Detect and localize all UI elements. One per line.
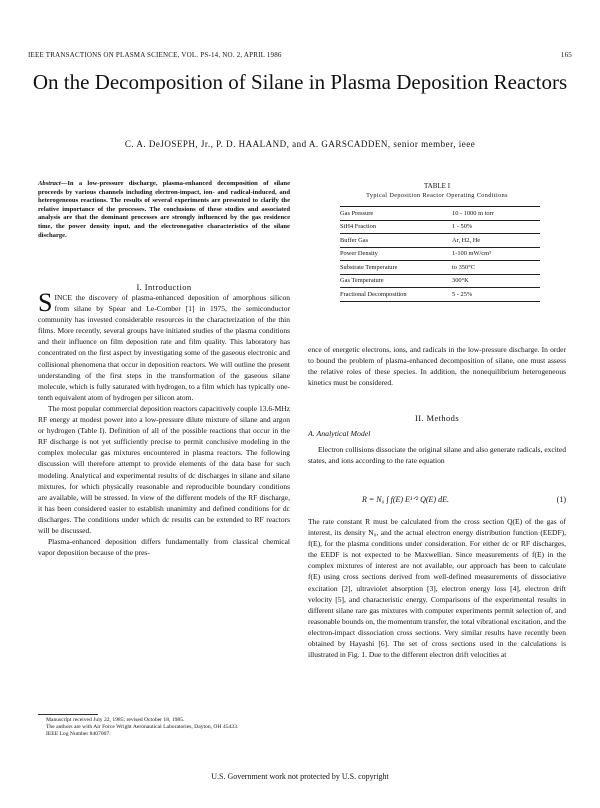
table-row bbox=[340, 261, 540, 274]
copyright-footer: U.S. Government work not protected by U.S. copyright bbox=[211, 772, 389, 781]
paper-title: On the Decomposition of Silane in Plasma Deposition Reactors bbox=[32, 70, 568, 94]
abstract-text: In a low-pressure discharge, plasma-enhanced decomposition of silane proceeds by various channels including electron-impact, ion- and radical-induced, and heterogeneous reactions. The results of several experiments are presented to clarify the relative importance of the processes. The conclusions of these studies and associated analysis are that the dominant processes are strongly influenced by the gas residence time, the power density input, and the electronegative characteristics of the silane discharge. bbox=[38, 180, 290, 239]
continued-paragraph: ence of energetic electrons, ions, and radicals in the low-pressure discharge. In order to bound the problem of plasma-enhanced decomposition of silane, one must assess the relative roles of these species. In addition, the nonequilibrium heterogeneous kinetics must be considered. bbox=[308, 345, 566, 388]
table-value: to 350°C bbox=[452, 263, 475, 271]
operating-conditions-table bbox=[340, 206, 540, 302]
methods-intro bbox=[308, 444, 566, 466]
left-column bbox=[38, 288, 290, 558]
author-line: C. A. DeJOSEPH, Jr., P. D. HAALAND, and A. GARSCADDEN, senior member, ieee bbox=[124, 139, 476, 149]
table-param: Buffer Gas bbox=[340, 236, 369, 244]
table-row bbox=[340, 288, 540, 301]
table-row bbox=[340, 275, 540, 288]
abstract-label: Abstract— bbox=[38, 180, 68, 187]
journal-name: IEEE TRANSACTIONS ON PLASMA SCIENCE, VOL. PS-14, NO. 2, APRIL 1986 bbox=[28, 51, 282, 59]
table-param: Gas Pressure bbox=[340, 209, 374, 217]
table-value: 10 - 1000 m torr bbox=[452, 209, 494, 217]
table-label: TABLE I bbox=[423, 182, 451, 190]
subsection-heading-analytical-model: A. Analytical Model bbox=[308, 429, 371, 438]
footnotes bbox=[38, 717, 290, 739]
table-row bbox=[340, 221, 540, 234]
section-heading-methods: II. Methods bbox=[414, 413, 460, 423]
page-number: 165 bbox=[560, 51, 572, 59]
intro-paragraph-2: The most popular commercial deposition reactors capacitively couple 13.6-MHz RF energy at modest power into a low-pressure dilute mixture of silane and argon or hydrogen (Table I). Definition of all of the possible reactions that occur in the RF discharge is not yet sufficiently precise to permit conclusive modeling in the complex molecular gas mixtures encountered in plasma reactors. The following discussion will therefore attempt to provide elements of the data base for such modeling. Analytical and experimental results of dc discharges in silane and silane mixtures, for which physically reasonable and reproducible boundary conditions are available, will be stressed. In view of the different models of the RF discharge, it has been considered easier to establish unanimity and defined conditions for dc discharges. The conditions under which dc results can be extended to RF reactors will be discussed. bbox=[38, 403, 290, 535]
table-title: Typical Deposition Reactor Operating Conditions bbox=[366, 192, 508, 199]
footnote-affiliation: The authors are with Air Force Wright Aeronautical Laboratories, Dayton, OH 45433. bbox=[46, 724, 239, 731]
table-value: 1 - 50% bbox=[452, 223, 473, 231]
table-value: 300°K bbox=[452, 277, 469, 285]
table-value: 5 - 25% bbox=[452, 290, 473, 298]
methods-body bbox=[308, 516, 566, 660]
abstract bbox=[38, 180, 290, 240]
equation-number: (1) bbox=[556, 495, 566, 504]
table-value: 1-100 mW/cm³ bbox=[452, 250, 492, 258]
footnote-rule bbox=[38, 714, 98, 715]
drop-cap: S bbox=[38, 288, 53, 317]
methods-body-paragraph: The rate constant R must be calculated from the cross section Q(E) of the gas of interest, its density N₀, and the actual electron energy distribution function (EEDF), f(E), for the plasma conditions under consideration. For either dc or RF discharges, the EEDF is not expected to be Maxwellian. Since measurements of f(E) in the complex mixtures of interest are not available, our approach has been to calculate f(E) using cross sections derived from well-defined measurements of dissociative excitation [2], ultraviolet absorption [3], electron energy loss [4], electron drift velocity [5], and characteristic energy. Comparisons of the experimental results in different silane rare gas mixtures with computer experiments permit selection of, and reasonable bounds on, the momentum transfer, the total vibrational excitation, and the electron-impact dissociation cross sections. Very similar results have recently been obtained by Hayashi [6]. The set of cross sections used in the calculations is illustrated in Fig. 1. Due to the different electron drift velocities at bbox=[308, 517, 566, 660]
table-bottom-rule bbox=[340, 301, 540, 302]
intro-paragraph-3: Plasma-enhanced deposition differs fundamentally from classical chemical vapor deposition because of the pres- bbox=[38, 537, 290, 558]
intro-paragraph-1-text: INCE the discovery of plasma-enhanced deposition of amorphous silicon from silane by Spear and Le-Comber [1] in 1975, the semiconductor community has invested considerable resources in the characterization of the thin films. More recently, several groups have initiated studies of the plasma conditions and their influence on film deposition rate and film quality. This laboratory has concentrated on the first aspect by investigating some of the gaseous electronic and collisional phenomena that occur in deposition reactors. We will outline the present understanding of the first steps in the transformation of the gaseous silane molecule, which is fully saturated with hydrogen, to a film which has typically one-tenth equivalent atom of hydrogen per silicon atom. bbox=[38, 293, 290, 402]
equation-body: R = N₀ ∫ f(E) E¹ᐟ² Q(E) dE. bbox=[362, 495, 449, 504]
equation-1 bbox=[308, 489, 566, 513]
section-heading-introduction: I. Introduction bbox=[136, 282, 192, 292]
table-row bbox=[340, 248, 540, 261]
intro-paragraph-1 bbox=[38, 288, 290, 403]
table-param: Power Density bbox=[340, 250, 378, 258]
table-row bbox=[340, 207, 540, 220]
table-row bbox=[340, 234, 540, 247]
table-caption bbox=[308, 182, 566, 200]
table-param: Substrate Temperature bbox=[340, 263, 398, 271]
footnote-log-number: IEEE Log Number 8407007. bbox=[46, 731, 111, 738]
footnote-manuscript: Manuscript received July 22, 1985; revised October 18, 1985. bbox=[46, 717, 185, 723]
table-value: Ar, H2, He bbox=[452, 236, 481, 244]
methods-paragraph: Electron collisions dissociate the original silane and also generate radicals, excited states, and ions according to the rate equation bbox=[308, 445, 566, 466]
table-param: SiH4 Fraction bbox=[340, 223, 377, 231]
table-param: Gas Temperature bbox=[340, 277, 384, 285]
table-param: Fractional Decomposition bbox=[340, 290, 407, 298]
right-column-continuation bbox=[308, 344, 566, 388]
